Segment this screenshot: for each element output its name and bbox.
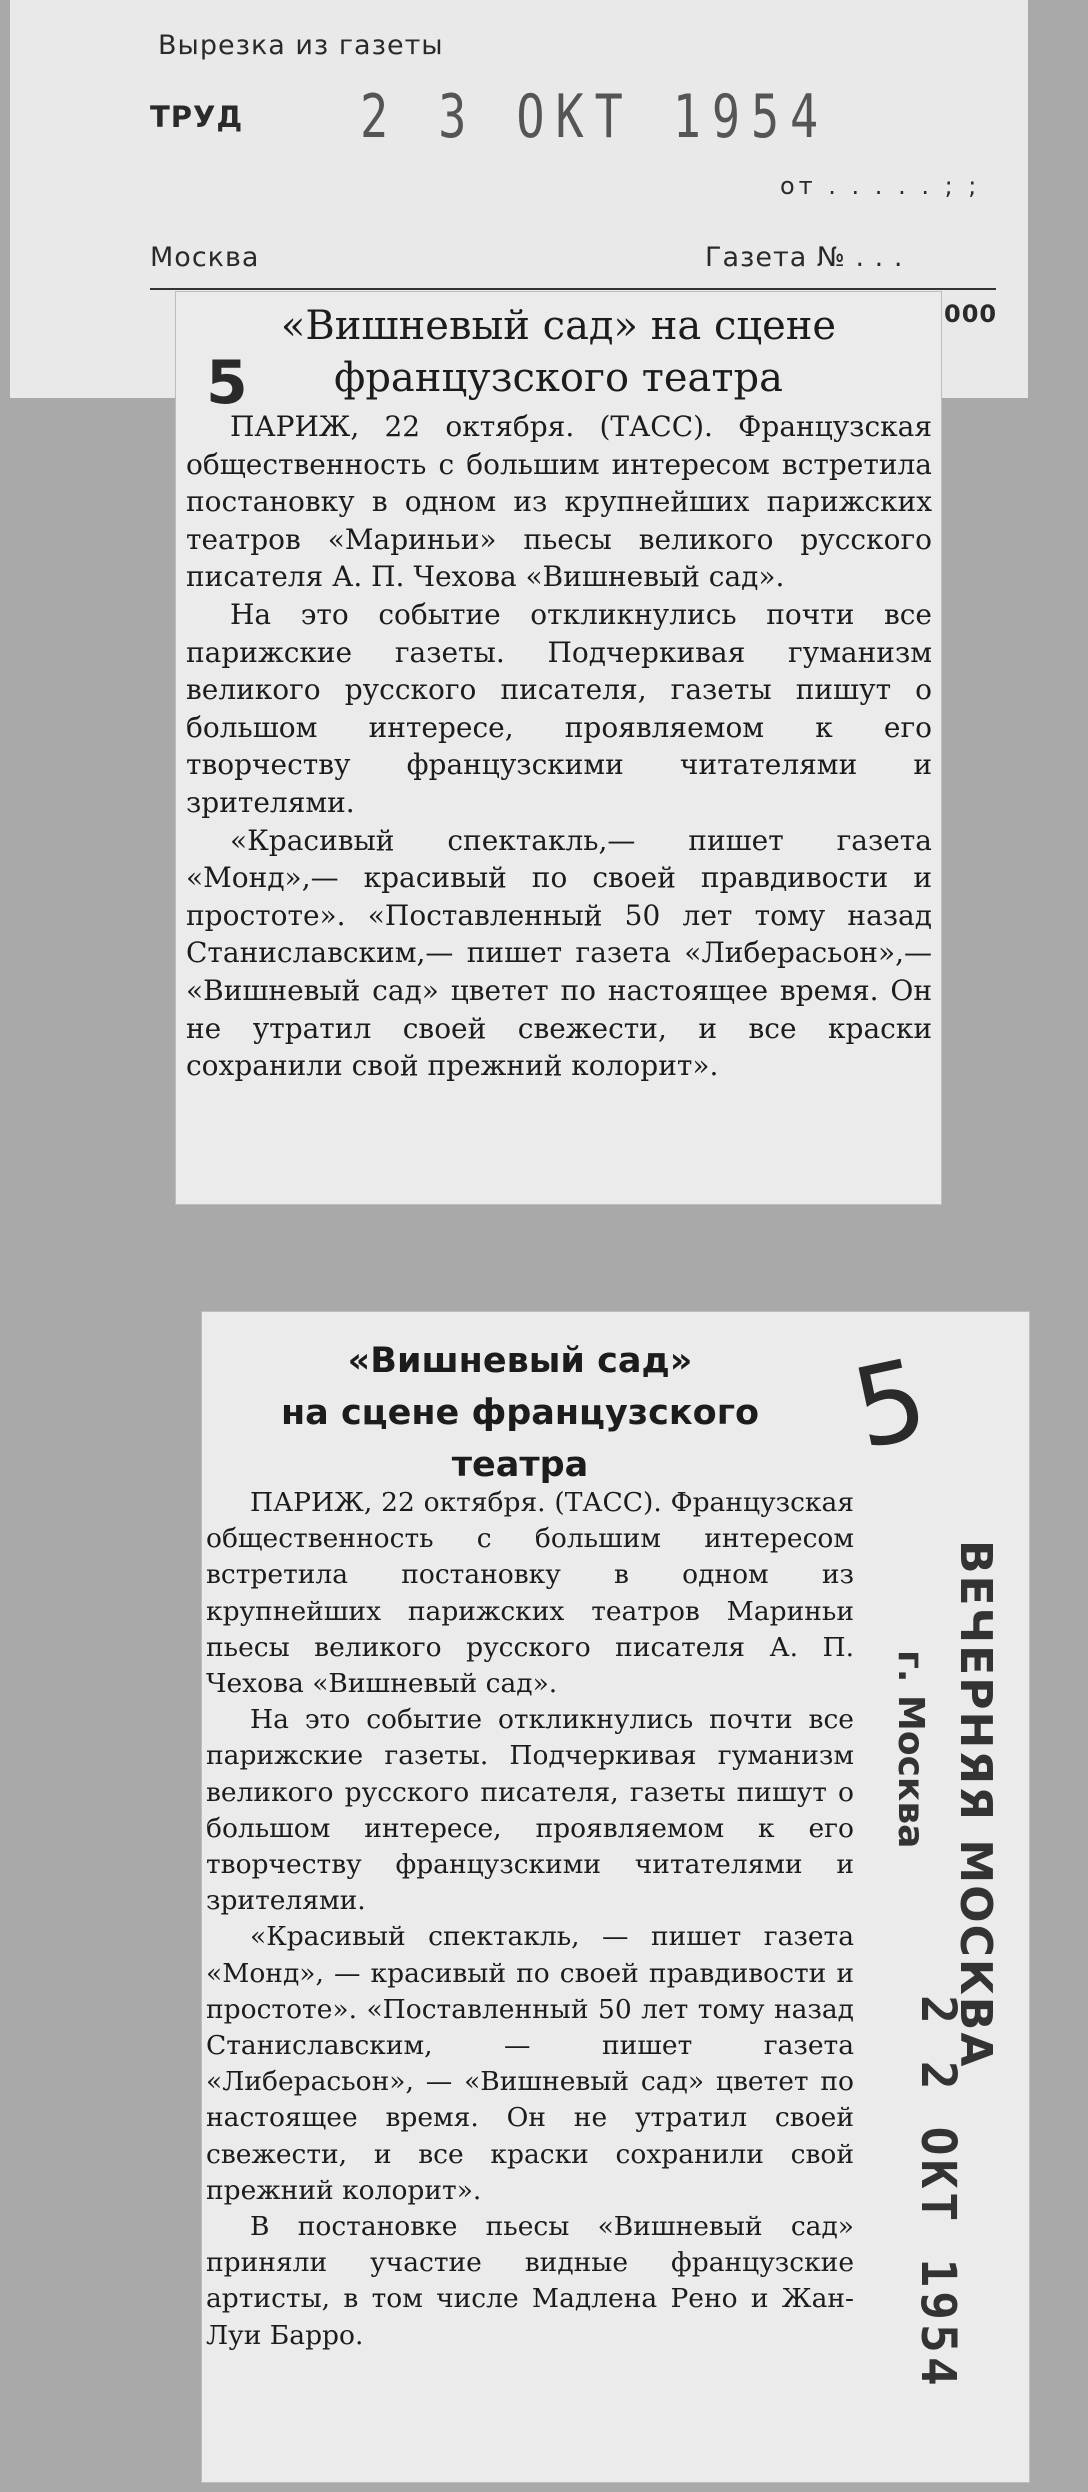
article-paragraph: «Красивый спектакль,— пишет газета «Монд»,— красивый по своей правдивости и простоте». «Поставленный 50 лет тому назад Станиславским,— пишет газета «Либерасьон»,— «Вишневый сад» цветет по настоящее время. Он не утратил своей свежести, и все краски сохранили свой прежний колорит».: [186, 823, 932, 1083]
article-headline: [230, 1335, 810, 1491]
date-stamp: 2 3 ОКТ 1954: [360, 82, 830, 152]
article-headline: «Вишневый сад» на сцене французского театра: [280, 303, 837, 401]
article-paragraph: В постановке пьесы «Вишневый сад» приняли участие видные французские артисты, в том числе Мадлена Рено и Жан-Луи Барро.: [206, 2211, 854, 2351]
page-mark: 5: [206, 348, 248, 418]
headline-line: «Вишневый сад»: [347, 1341, 693, 1381]
headline-line: театра: [451, 1445, 589, 1485]
article-paragraph: «Красивый спектакль, — пишет газета «Монд», — красивый по своей правдивости и простоте». «Поставленный 50 лет тому назад Станиславским, — пишет газета «Либерасьон», — «Вишневый сад» цветет по настоящее время. Он не утратил своей свежести, и все краски сохранили свой прежний колорит».: [206, 1921, 854, 2206]
city-stamp: г. Москва: [890, 1650, 931, 1849]
gazette-number-label: Газета № . . .: [705, 242, 904, 273]
form-rule: [150, 288, 996, 290]
article-paragraph: ПАРИЖ, 22 октября. (ТАСС). Французская общественность с большим интересом встретила постановку в одном из крупнейших парижских театров «Мариньи» пьесы великого русского писателя А. П. Чехова «Вишневый сад».: [186, 410, 932, 594]
headline-line: на сцене французского: [280, 1393, 760, 1433]
article-body: [206, 1485, 854, 2354]
pencil-mark: 5: [842, 1334, 938, 1474]
gazette-number-fragment: 000: [944, 300, 998, 328]
from-label: от . . . . . ; ;: [780, 172, 981, 200]
article-paragraph: На это событие откликнулись почти все парижские газеты. Подчеркивая гуманизм великого русского писателя, газеты пишут о большом интересе, проявляемом к его творчеству французскими читателями и зрителями.: [206, 1704, 854, 1917]
city-label: Москва: [150, 242, 260, 273]
source-label: Вырезка из газеты: [158, 30, 444, 61]
article-body: [186, 408, 932, 1085]
article-paragraph: ПАРИЖ, 22 октября. (ТАСС). Французская общественность с большим интересом встретила постановку в одном из крупнейших парижских театров Мариньи пьесы великого русского писателя А. П. Чехова «Вишневый сад».: [206, 1487, 854, 1700]
article-paragraph: На это событие откликнулись почти все парижские газеты. Подчеркивая гуманизм великого русского писателя, газеты пишут о большом интересе, проявляемом к его творчеству французскими читателями и зрителями.: [186, 597, 932, 819]
newspaper-stamp: ВЕЧЕРНЯЯ МОСКВА: [950, 1540, 1001, 2069]
newspaper-name: ТРУД: [150, 100, 244, 134]
date-stamp: 2 2 ОКТ 1954: [910, 1995, 966, 2390]
